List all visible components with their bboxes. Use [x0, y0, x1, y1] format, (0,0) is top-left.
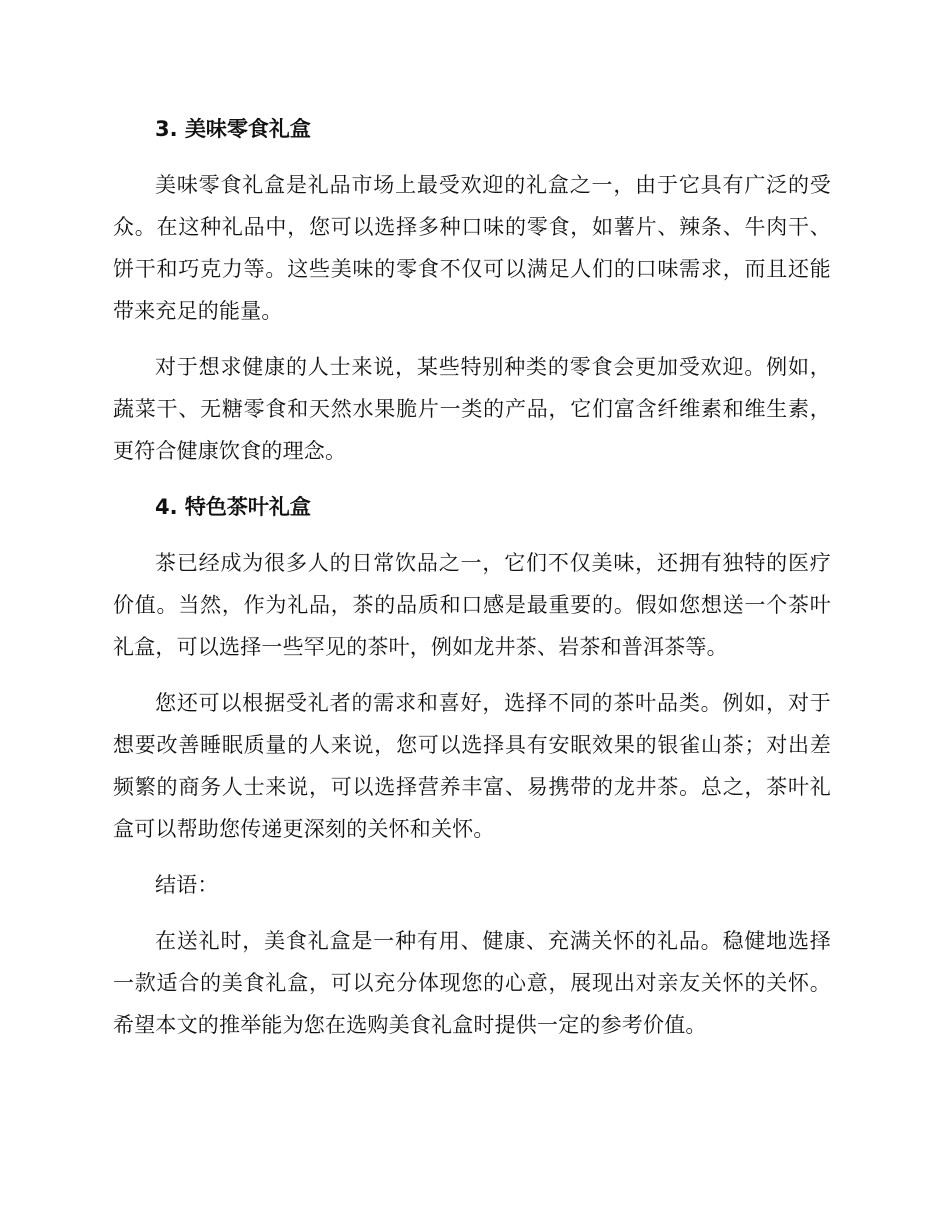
section-heading-tea-gift-box: 4. 特色茶叶礼盒	[155, 495, 311, 519]
conclusion-label: 结语：	[155, 873, 219, 897]
paragraph-tea-intro: 茶已经成为很多人的日常饮品之一，它们不仅美味，还拥有独特的医疗价值。当然，作为礼品，茶的品质和口感是最重要的。假如您想送一个茶叶礼盒，可以选择一些罕见的茶叶，例如龙井茶、岩茶和普洱茶等。	[113, 551, 831, 659]
paragraph-snack-healthy: 对于想求健康的人士来说，某些特别种类的零食会更加受欢迎。例如，蔬菜干、无糖零食和天然水果脆片一类的产品，它们富含纤维素和维生素，更符合健康饮食的理念。	[113, 355, 831, 463]
section-heading-snack-gift-box: 3. 美味零食礼盒	[155, 117, 311, 141]
document-body	[113, 108, 831, 1060]
paragraph-snack-intro: 美味零食礼盒是礼品市场上最受欢迎的礼盒之一，由于它具有广泛的受众。在这种礼品中，您可以选择多种口味的零食，如薯片、辣条、牛肉干、饼干和巧克力等。这些美味的零食不仅可以满足人们的口味需求，而且还能带来充足的能量。	[113, 173, 831, 323]
conclusion-text: 在送礼时，美食礼盒是一种有用、健康、充满关怀的礼品。稳健地选择一款适合的美食礼盒，可以充分体现您的心意，展现出对亲友关怀的关怀。希望本文的推举能为您在选购美食礼盒时提供一定的参考价值。	[113, 929, 831, 1037]
paragraph-tea-choices: 您还可以根据受礼者的需求和喜好，选择不同的茶叶品类。例如，对于想要改善睡眠质量的人来说，您可以选择具有安眠效果的银雀山茶；对出差频繁的商务人士来说，可以选择营养丰富、易携带的龙井茶。总之，茶叶礼盒可以帮助您传递更深刻的关怀和关怀。	[113, 691, 831, 841]
